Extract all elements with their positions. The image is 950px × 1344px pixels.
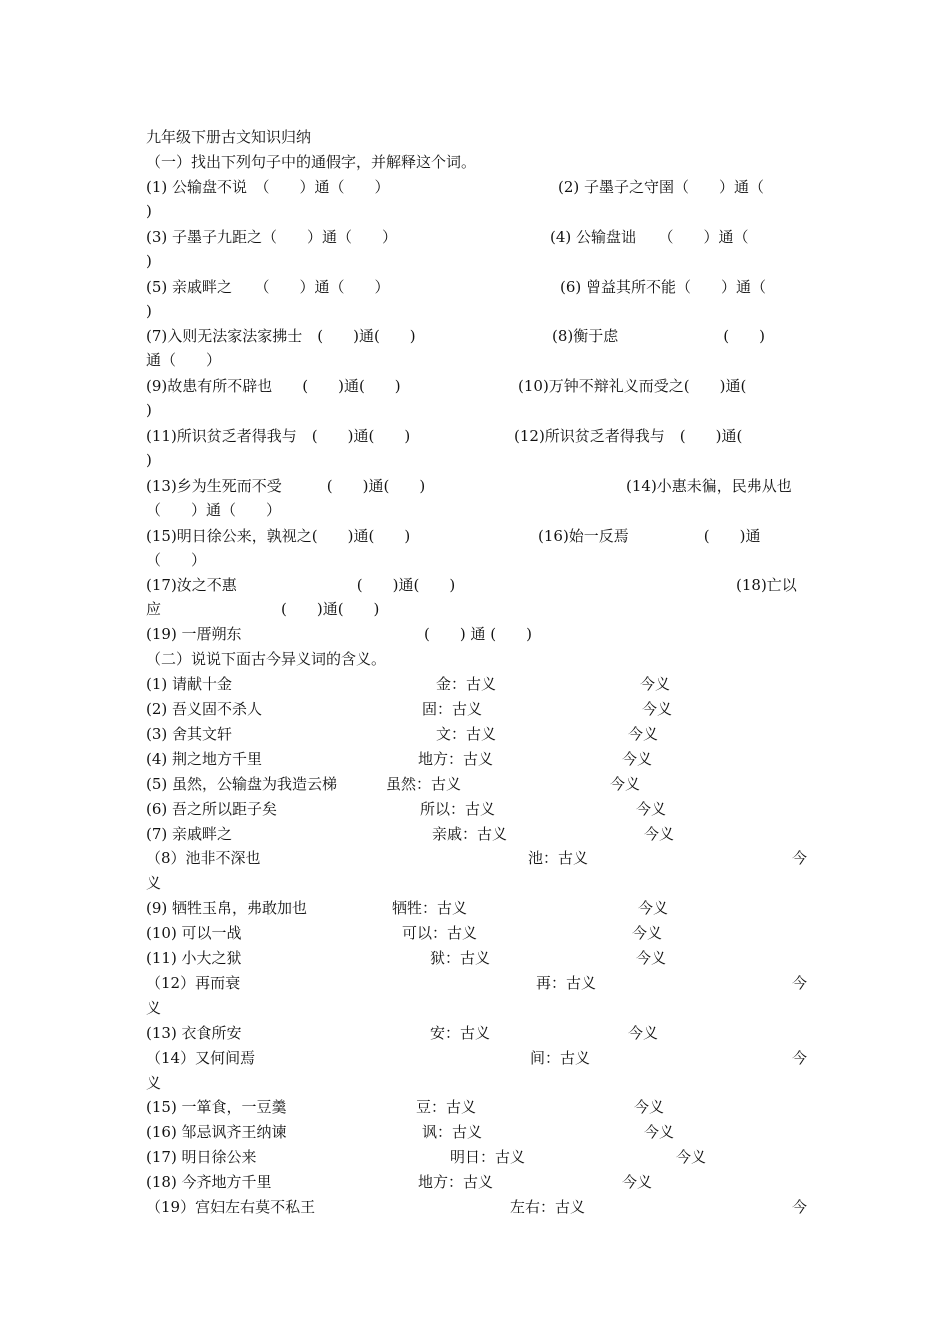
title-text: 九年级下册古文知识归纳: [146, 128, 312, 146]
gujin-ancient-meaning: 牺牲：古义: [392, 899, 468, 917]
gujin-row: [146, 1021, 808, 1045]
gujin-sentence: (7) 亲戚畔之: [146, 825, 233, 843]
gujin-row: [146, 747, 808, 771]
document-title: [146, 125, 808, 149]
tongjia-wrap-text: （ ）: [146, 551, 207, 569]
gujin-ancient-meaning: 固：古义: [422, 700, 483, 718]
tongjia-item-left: (17)汝之不惠 ( )通( ): [146, 576, 456, 594]
gujin-row: [146, 1195, 808, 1219]
tongjia-item-left: (5) 亲戚畔之 （ ）通（ ）: [146, 278, 390, 296]
tongjia-item-right: ( ) 通 ( ): [424, 625, 532, 643]
gujin-sentence: (13) 衣食所安: [146, 1024, 242, 1042]
tongjia-row-wrap: [146, 199, 808, 223]
gujin-sentence: (18) 今齐地方千里: [146, 1173, 272, 1191]
tongjia-item-right: (8)衡于虑 ( ): [552, 327, 765, 345]
gujin-sentence: （19）宫妇左右莫不私王: [146, 1198, 316, 1216]
gujin-sentence: (4) 荆之地方千里: [146, 750, 263, 768]
tongjia-item-left: (19) 一厝朔东: [146, 625, 242, 643]
tongjia-wrap-text: ): [146, 401, 152, 419]
tongjia-row: [146, 225, 808, 249]
tongjia-row-wrap: [146, 299, 808, 323]
gujin-sentence: (9) 牺牲玉帛，弗敢加也: [146, 899, 308, 917]
tongjia-wrap-text: ): [146, 451, 152, 469]
gujin-sentence: (6) 吾之所以距子矣: [146, 800, 278, 818]
gujin-ancient-meaning: 间：古义: [530, 1049, 591, 1067]
gujin-row: [146, 946, 808, 970]
gujin-row: [146, 797, 808, 821]
gujin-ancient-meaning: 所以：古义: [420, 800, 496, 818]
gujin-sentence: （8）池非不深也: [146, 849, 261, 867]
gujin-row: [146, 722, 808, 746]
gujin-modern-meaning: 今: [792, 1049, 808, 1067]
gujin-wrap-text: 义: [146, 874, 162, 892]
gujin-ancient-meaning: 豆：古义: [416, 1098, 477, 1116]
tongjia-item-right: (14)小惠未徧，民弗从也: [626, 477, 792, 495]
gujin-ancient-meaning: 亲戚：古义: [432, 825, 508, 843]
section2-heading-text: （二）说说下面古今异义词的含义。: [146, 650, 387, 668]
tongjia-item-right: (16)始一反焉 ( )通: [538, 527, 761, 545]
gujin-modern-meaning: 今义: [632, 924, 663, 942]
gujin-row: [146, 672, 808, 696]
tongjia-item-right: (2) 子墨子之守圉（ ）通（: [558, 178, 765, 196]
tongjia-row-wrap: [146, 348, 808, 372]
gujin-modern-meaning: 今义: [628, 1024, 659, 1042]
tongjia-row-wrap: [146, 597, 808, 621]
gujin-ancient-meaning: 安：古义: [430, 1024, 491, 1042]
gujin-row: [146, 1095, 808, 1119]
gujin-row: [146, 846, 808, 870]
gujin-sentence: (16) 邹忌讽齐王纳谏: [146, 1123, 287, 1141]
gujin-modern-meaning: 今: [792, 849, 808, 867]
gujin-sentence: (3) 舍其文轩: [146, 725, 233, 743]
gujin-modern-meaning: 今义: [638, 899, 669, 917]
tongjia-row: [146, 175, 808, 199]
tongjia-wrap-text: 应 ( )通( ): [146, 600, 380, 618]
gujin-sentence: (10) 可以一战: [146, 924, 242, 942]
tongjia-item-left: (1) 公输盘不说 （ ）通（ ）: [146, 178, 390, 196]
gujin-wrap-text: 义: [146, 999, 162, 1017]
gujin-wrap-text: 义: [146, 1074, 162, 1092]
gujin-ancient-meaning: 金：古义: [436, 675, 497, 693]
gujin-ancient-meaning: 可以：古义: [402, 924, 478, 942]
gujin-sentence: （14）又何间焉: [146, 1049, 256, 1067]
tongjia-item-right: (10)万钟不辩礼义而受之( )通(: [518, 377, 747, 395]
gujin-modern-meaning: 今: [792, 1198, 808, 1216]
gujin-ancient-meaning: 地方：古义: [418, 750, 494, 768]
gujin-sentence: (5) 虽然，公输盘为我造云梯: [146, 775, 338, 793]
gujin-ancient-meaning: 左右：古义: [510, 1198, 586, 1216]
gujin-ancient-meaning: 地方：古义: [418, 1173, 494, 1191]
section1-heading: [146, 150, 808, 174]
gujin-row: [146, 1120, 808, 1144]
gujin-modern-meaning: 今义: [628, 725, 659, 743]
gujin-row-wrap: [146, 871, 808, 895]
tongjia-item-right: (6) 曾益其所不能（ ）通（: [560, 278, 767, 296]
gujin-modern-meaning: 今义: [636, 949, 667, 967]
tongjia-wrap-text: ): [146, 302, 152, 320]
tongjia-item-left: (15)明日徐公来，孰视之( )通( ): [146, 527, 411, 545]
gujin-row: [146, 921, 808, 945]
tongjia-row-wrap: [146, 398, 808, 422]
gujin-ancient-meaning: 明日：古义: [450, 1148, 526, 1166]
tongjia-wrap-text: 通（ ）: [146, 351, 222, 369]
gujin-row-wrap: [146, 1071, 808, 1095]
tongjia-item-right: (18)亡以: [736, 576, 797, 594]
gujin-modern-meaning: 今: [792, 974, 808, 992]
gujin-ancient-meaning: 虽然：古义: [386, 775, 462, 793]
tongjia-row: [146, 275, 808, 299]
gujin-ancient-meaning: 讽：古义: [422, 1123, 483, 1141]
tongjia-wrap-text: （ ）通（ ）: [146, 501, 282, 519]
tongjia-row: [146, 524, 808, 548]
section1-heading-text: （一）找出下列句子中的通假字，并解释这个词。: [146, 153, 477, 171]
gujin-modern-meaning: 今义: [642, 700, 673, 718]
tongjia-row: [146, 622, 808, 646]
tongjia-row: [146, 573, 808, 597]
tongjia-row-wrap: [146, 448, 808, 472]
gujin-modern-meaning: 今义: [644, 1123, 675, 1141]
tongjia-row: [146, 374, 808, 398]
gujin-modern-meaning: 今义: [622, 750, 653, 768]
gujin-ancient-meaning: 再：古义: [536, 974, 597, 992]
gujin-modern-meaning: 今义: [640, 675, 671, 693]
gujin-modern-meaning: 今义: [610, 775, 641, 793]
gujin-ancient-meaning: 狱：古义: [430, 949, 491, 967]
tongjia-item-right: (12)所识贫乏者得我与 ( )通(: [514, 427, 743, 445]
section2-heading: [146, 647, 808, 671]
gujin-sentence: (1) 请献十金: [146, 675, 233, 693]
tongjia-item-left: (3) 子墨子九距之（ ）通（ ）: [146, 228, 398, 246]
tongjia-row: [146, 324, 808, 348]
tongjia-item-left: (13)乡为生死而不受 ( )通( ): [146, 477, 426, 495]
gujin-row: [146, 1046, 808, 1070]
tongjia-item-right: (4) 公输盘诎 （ ）通（: [550, 228, 749, 246]
tongjia-row: [146, 424, 808, 448]
gujin-row: [146, 822, 808, 846]
gujin-sentence: (17) 明日徐公来: [146, 1148, 257, 1166]
gujin-row: [146, 697, 808, 721]
tongjia-wrap-text: ): [146, 202, 152, 220]
gujin-modern-meaning: 今义: [622, 1173, 653, 1191]
tongjia-wrap-text: ): [146, 252, 152, 270]
gujin-sentence: (2) 吾义固不杀人: [146, 700, 263, 718]
gujin-row: [146, 971, 808, 995]
tongjia-row: [146, 474, 808, 498]
gujin-row: [146, 772, 808, 796]
gujin-row: [146, 896, 808, 920]
tongjia-item-left: (9)故患有所不辟也 ( )通( ): [146, 377, 401, 395]
gujin-row-wrap: [146, 996, 808, 1020]
gujin-modern-meaning: 今义: [634, 1098, 665, 1116]
gujin-modern-meaning: 今义: [636, 800, 667, 818]
tongjia-item-left: (11)所识贫乏者得我与 ( )通( ): [146, 427, 411, 445]
gujin-row: [146, 1145, 808, 1169]
gujin-sentence: (11) 小大之狱: [146, 949, 242, 967]
gujin-sentence: (15) 一箪食，一豆羹: [146, 1098, 287, 1116]
gujin-modern-meaning: 今义: [644, 825, 675, 843]
tongjia-item-left: (7)入则无法家法家拂士 ( )通( ): [146, 327, 416, 345]
gujin-ancient-meaning: 文：古义: [436, 725, 497, 743]
tongjia-row-wrap: [146, 548, 808, 572]
gujin-sentence: （12）再而衰: [146, 974, 241, 992]
gujin-ancient-meaning: 池：古义: [528, 849, 589, 867]
tongjia-row-wrap: [146, 249, 808, 273]
gujin-row: [146, 1170, 808, 1194]
gujin-modern-meaning: 今义: [676, 1148, 707, 1166]
tongjia-row-wrap: [146, 498, 808, 522]
